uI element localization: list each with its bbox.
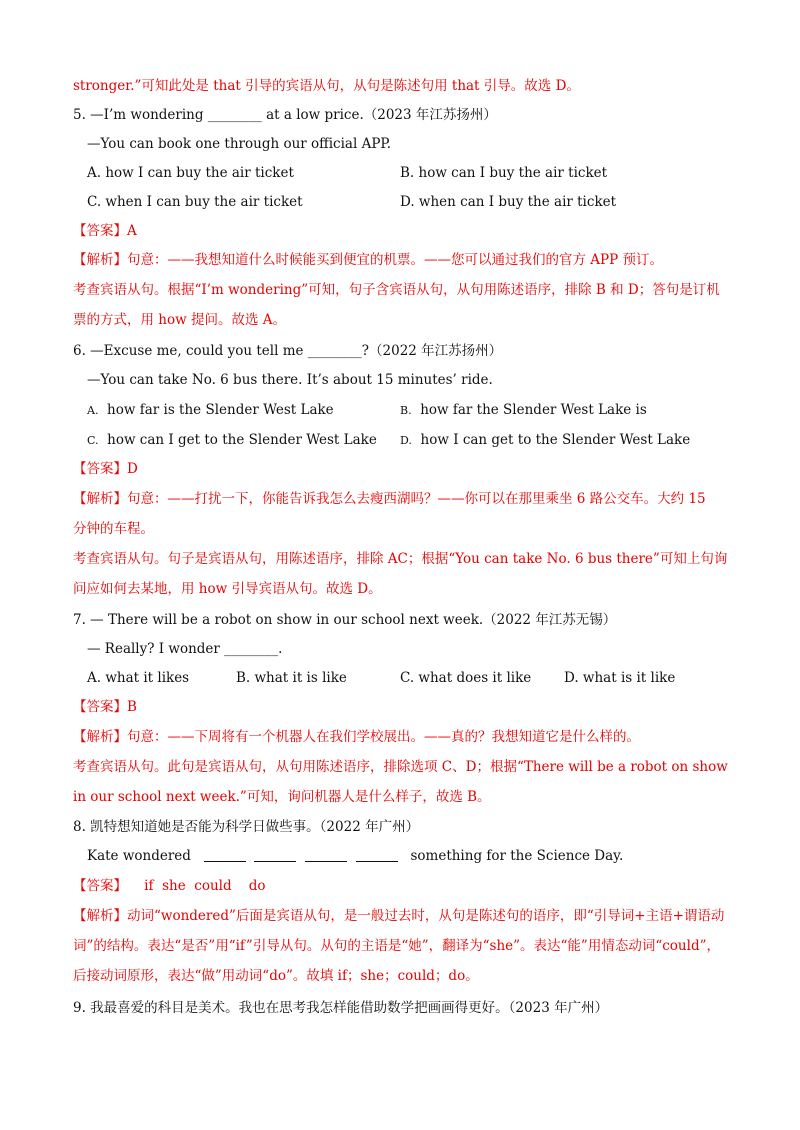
analysis-label: 【解析】 [73,908,127,924]
q7-analysis-2: 考查宾语从句。此句是宾语从句，从句用陈述语序，排除选项 C、D；根据“There will be a robot on show [73,759,728,775]
answer-value: A [127,223,137,239]
q6-reply: —You can take No. 6 bus there. It’s about 15 minutes’ ride. [87,372,493,388]
option-letter: C. [87,434,99,447]
q6-analysis-1 [73,489,800,509]
q7-stem: 7. — There will be a robot on show in our school next week.（2022 年江苏无锡） [73,612,617,628]
q8-analysis-1 [73,906,800,926]
q7-option-d: D. what is it like [564,670,676,686]
q5-analysis-3: 票的方式，用 how 提问。故选 A。 [73,312,287,328]
q9-stem: 9. 我最喜爱的科目是美术。我也在思考我怎样能借助数学把画画得更好。（2023 年广州） [73,1000,609,1016]
q5-option-d: D. when can I buy the air ticket [400,194,617,210]
q6-analysis-4: 问应如何去某地，用 how 引导宾语从句。故选 D。 [73,581,382,597]
blank-4 [356,847,398,862]
q6-stem: 6. —Excuse me, could you tell me ________?（2022 年江苏扬州） [73,343,503,359]
option-letter: B. [400,404,412,417]
analysis-label: 【解析】 [73,729,127,745]
blank-2 [254,847,296,862]
q4-explanation-tail: stronger.”可知此处是 that 引导的宾语从句，从句是陈述句用 that 引导。故选 D。 [73,78,580,94]
q5-answer [73,221,800,241]
answer-label: 【答案】 [73,461,127,477]
q8-sentence [87,846,800,866]
sentence-end: something for the Science Day. [410,848,624,864]
q6-option-c [87,430,377,451]
q8-analysis-3: 后接动词原形，表达“做”用动词“do”。故填 if；she；could；do。 [73,968,479,984]
analysis-label: 【解析】 [73,252,127,268]
q6-analysis-3: 考查宾语从句。句子是宾语从句，用陈述语序，排除 AC；根据“You can take No. 6 bus there”可知上句询 [73,551,728,567]
option-text: how I can get to the Slender West Lake [420,432,691,448]
q5-stem: 5. —I’m wondering ________ at a low price.（2023 年江苏扬州） [73,107,497,123]
q6-answer [73,459,800,479]
q5-option-b: B. how can I buy the air ticket [400,165,608,181]
q5-option-a: A. how I can buy the air ticket [87,165,294,181]
answer-label: 【答案】 [73,223,127,239]
analysis-text: 动词“wondered”后面是宾语从句，是一般过去时，从句是陈述句的语序，即“引导词+主语+谓语动 [127,908,725,924]
q6-option-a [87,400,334,421]
q7-analysis-1 [73,727,800,747]
q7-reply: — Really? I wonder ________. [87,641,283,657]
q7-answer [73,697,800,717]
analysis-text: 句意：——我想知道什么时候能买到便宜的机票。——您可以通过我们的官方 APP 预订。 [127,252,663,268]
q8-answer [73,876,800,896]
option-letter: A. [87,404,99,417]
q8-analysis-2: 词”的结构。表达“是否”用“if”引导从句。从句的主语是“她”，翻译为“she”。表达“能”用情态动词“could”， [73,938,720,954]
q7-option-c: C. what does it like [400,670,532,686]
q7-option-b: B. what it is like [236,670,347,686]
q6-option-d [400,430,690,451]
option-letter: D. [400,434,412,447]
answer-label: 【答案】 [73,699,127,715]
q6-option-b [400,400,647,421]
q6-analysis-2: 分钟的车程。 [73,521,154,537]
q8-stem: 8. 凯特想知道她是否能为科学日做些事。（2022 年广州） [73,819,420,835]
blank-1 [204,847,246,862]
q5-reply: —You can book one through our official APP. [87,136,392,152]
sentence-start: Kate wondered [87,848,191,864]
analysis-text: 句意：——下周将有一个机器人在我们学校展出。——真的？我想知道它是什么样的。 [127,729,640,745]
answer-value: D [127,461,138,477]
q7-option-a: A. what it likes [87,670,190,686]
q5-analysis-1 [73,250,800,270]
q7-analysis-3: in our school next week.”可知，询问机器人是什么样子，故选 B。 [73,789,491,805]
q5-option-c: C. when I can buy the air ticket [87,194,303,210]
option-text: how can I get to the Slender West Lake [107,432,377,448]
answer-value: B [127,699,137,715]
analysis-text: 句意：——打扰一下，你能告诉我怎么去瘦西湖吗？——你可以在那里乘坐 6 路公交车。大约 15 [127,491,706,507]
answer-label: 【答案】 [73,878,127,894]
option-text: how far is the Slender West Lake [107,402,334,418]
q5-analysis-2: 考查宾语从句。根据“I’m wondering”可知，句子含宾语从句，从句用陈述语序，排除 B 和 D；答句是订机 [73,282,720,298]
option-text: how far the Slender West Lake is [420,402,647,418]
blank-3 [305,847,347,862]
answer-value: if she could do [144,878,266,894]
analysis-label: 【解析】 [73,491,127,507]
